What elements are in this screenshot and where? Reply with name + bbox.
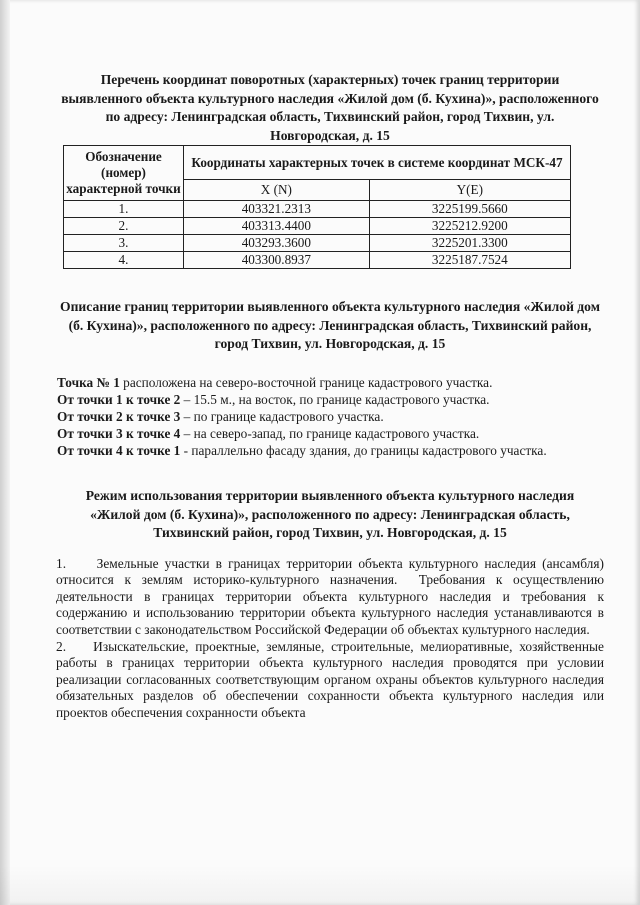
boundary-description-heading: Описание границ территории выявленного объекта культурного наследия «Жилой дом (б. Кухина)», расположенного по адресу: Ленинградская область, Тихвинский район, город Тихвин, ул. Новгородская, д. 15	[60, 299, 600, 351]
coords-system-header: Координаты характерных точек в системе координат МСК-47	[184, 146, 571, 180]
x-column-header: X (N)	[184, 180, 370, 201]
usage-regime-text	[56, 556, 608, 722]
point-y: 3225187.7524	[369, 252, 570, 269]
point-y: 3225201.3300	[369, 235, 570, 252]
coordinates-table	[63, 145, 571, 269]
coordinates-heading: Перечень координат поворотных (характерных) точек границ территории выявленного объекта культурного наследия «Жилой дом (б. Кухина)», расположенного по адресу: Ленинградская область, Тихвинский район, город Тихвин, ул. Новгородская, д. 15	[61, 72, 599, 143]
point-x: 403321.2313	[184, 201, 370, 218]
regime-paragraph: 1. Земельные участки в границах территории объекта культурного наследия (ансамбля) относится к землям историко-культурного назначения. Требования к осуществлению деятельности в границах территории объекта культурного наследия и требования к содержанию и использованию территории объекта культурного наследия устанавливаются в соответствии с законодательством Российской Федерации об объектах культурного наследия.	[56, 556, 608, 637]
point-number: 3.	[64, 235, 184, 252]
table-row	[64, 218, 571, 235]
point-y: 3225199.5660	[369, 201, 570, 218]
point-x: 403313.4400	[184, 218, 370, 235]
usage-regime-heading: Режим использования территории выявленного объекта культурного наследия «Жилой дом (б. Кухина)», расположенного по адресу: Ленинградская область, Тихвинский район, город Тихвин, ул. Новгородская, д. 15	[85, 488, 575, 540]
regime-paragraph: 2. Изыскательские, проектные, земляные, строительные, мелиоративные, хозяйственные работы в границах территории объекта культурного наследия проводятся при условии реализации согласованных соответствующим органом охраны объектов культурного наследия обязательных разделов об обеспечении сохранности объекта культурного наследия или проектов обеспечения сохранности объекта	[56, 639, 608, 720]
point-x: 403300.8937	[184, 252, 370, 269]
table-row	[64, 235, 571, 252]
table-row	[64, 201, 571, 218]
scan-shadow	[0, 865, 640, 905]
y-column-header: Y(E)	[369, 180, 570, 201]
table-row	[64, 252, 571, 269]
description-line: От точки 3 к точке 4 – на северо-запад, по границе кадастрового участка.	[57, 426, 480, 441]
description-line: Точка № 1 расположена на северо-восточной границе кадастрового участка.	[57, 375, 493, 390]
designation-header: Обозначение (номер) характерной точки	[64, 146, 184, 201]
point-x: 403293.3600	[184, 235, 370, 252]
point-number: 2.	[64, 218, 184, 235]
boundary-description	[57, 374, 609, 459]
description-line: От точки 4 к точке 1 - параллельно фасаду здания, до границы кадастрового участка.	[57, 443, 547, 458]
scan-edge	[0, 0, 10, 905]
point-number: 4.	[64, 252, 184, 269]
point-y: 3225212.9200	[369, 218, 570, 235]
point-number: 1.	[64, 201, 184, 218]
description-line: От точки 2 к точке 3 – по границе кадастрового участка.	[57, 409, 384, 424]
description-line: От точки 1 к точке 2 – 15.5 м., на восток, по границе кадастрового участка.	[57, 392, 490, 407]
